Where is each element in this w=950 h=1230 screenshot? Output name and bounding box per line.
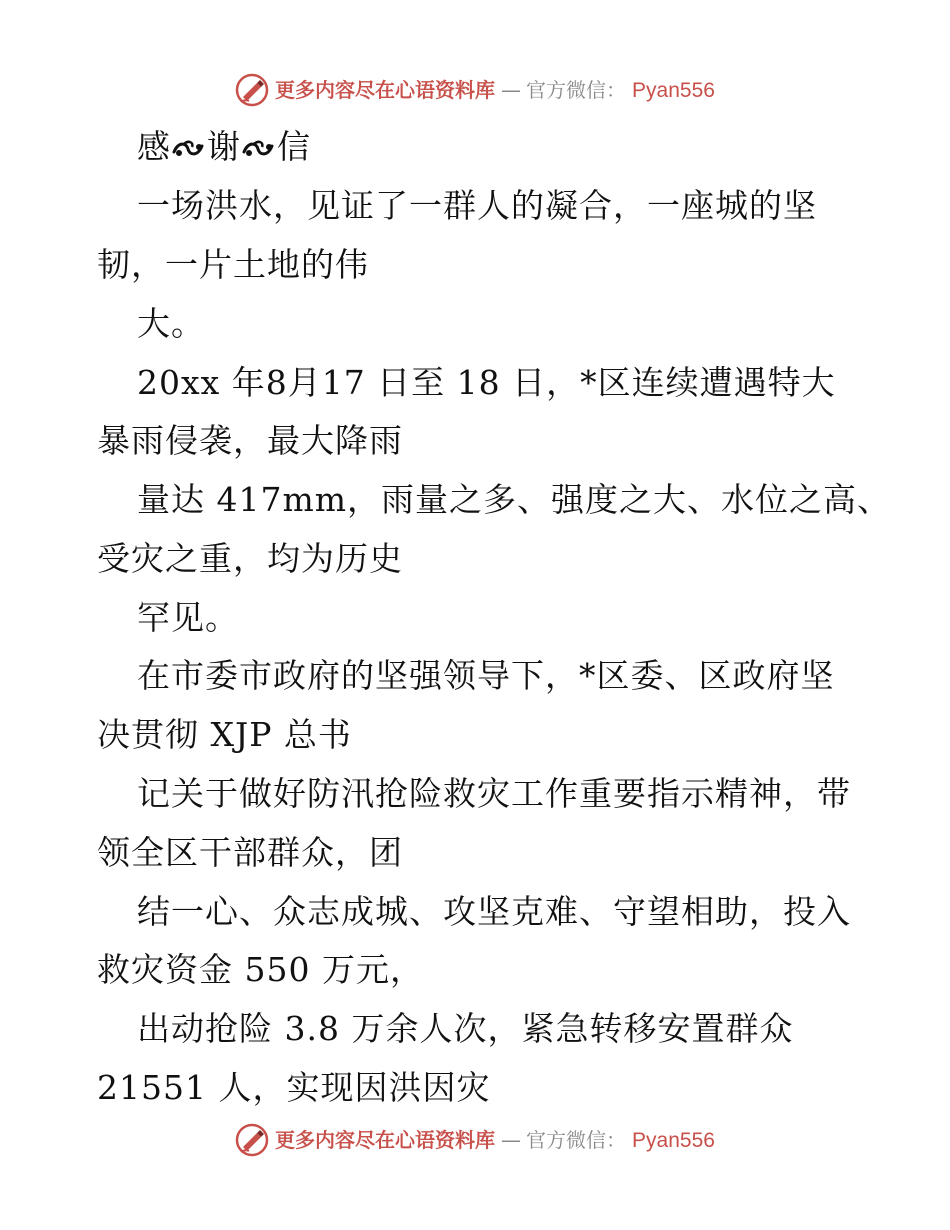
document-title [137,118,937,176]
paragraph-line: 在市委市政府的坚强领导下，*区委、区政府坚 [137,656,835,695]
paragraph-line: 量达 417mm，雨量之多、强度之大、水位之高、 [137,480,892,519]
title-char-2: 谢 [207,127,241,166]
paragraph-line: 记关于做好防汛抢险救灾工作重要指示精神，带 [137,774,851,813]
paragraph-line: 大。 [137,304,205,343]
paragraph-line: 韧，一片土地的伟 [97,245,369,284]
paragraph-line: 出动抢险 3.8 万余人次，紧急转移安置群众 [137,1009,794,1048]
header-account-id: Pyan556 [632,78,715,102]
header-banner [0,70,950,110]
paragraph-line: 领全区干部群众，团 [97,833,403,872]
writing-hand-logo-icon [235,1123,269,1157]
ornament-swirl-icon [242,138,276,160]
writing-hand-logo-icon [235,73,269,107]
title-char-1: 感 [137,127,171,166]
header-sub-text: 官方微信： [526,78,627,102]
title-char-3: 信 [277,127,311,166]
footer-account-id: Pyan556 [632,1128,715,1152]
paragraph-line: 一场洪水，见证了一群人的凝合，一座城的坚 [137,186,817,225]
footer-dash: — [501,1128,521,1152]
paragraph-line: 决贯彻 XJP 总书 [97,715,352,754]
paragraph-line: 结一心、众志成城、攻坚克难、守望相助，投入 [137,892,851,931]
footer-main-text: 更多内容尽在心语资料库 [275,1128,496,1152]
header-dash: — [501,78,521,102]
paragraph-line: 受灾之重，均为历史 [97,539,403,578]
footer-sub-text: 官方微信： [526,1128,627,1152]
paragraph-line: 救灾资金 550 万元， [97,950,424,989]
paragraph-line: 20xx 年8月17 日至 18 日，*区连续遭遇特大 [137,363,836,402]
header-main-text: 更多内容尽在心语资料库 [275,78,496,102]
paragraph-line: 罕见。 [137,598,239,637]
paragraph-line: 暴雨侵袭，最大降雨 [97,421,403,460]
footer-banner [0,1120,950,1160]
paragraph-line: 21551 人，实现因洪因灾 [97,1068,491,1107]
ornament-swirl-icon [172,138,206,160]
